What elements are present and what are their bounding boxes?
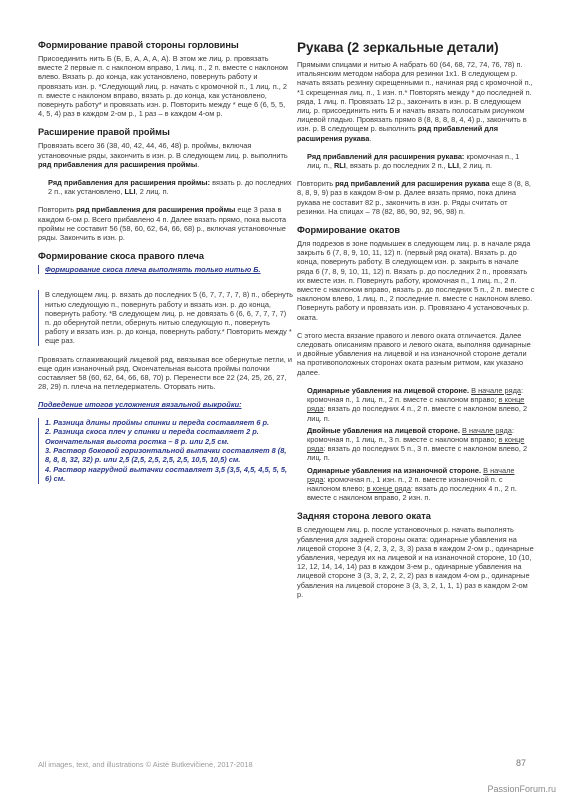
section-title: Формирование скоса правого плеча: [38, 251, 204, 262]
copyright-text: All images, text, and illustrations © Aistė Butkevičienė, 2017-2018: [38, 760, 253, 769]
note-box: [38, 265, 293, 274]
summary-item: 4. Раствор нагрудной вытачки составляет 3,5 (3,5, 4,5, 4,5, 5, 5, 6) см.: [45, 464, 288, 484]
page-footer: [38, 760, 534, 769]
paragraph: Для подрезов в зоне подмышек в следующем лиц. р. в начале ряда закрыть 6 (7, 8, 9, 10, 11, 12) п. (первый ряд оката). Вязать р. до конца, повернуть работу. В следующем изн. р. закрыть в начале ряда 6 (7, 8, 9, 10, 11, 12) п. Вязать р. до последних 2 п., провязать их вместе изн. п. Повернуть работу, кромочная п., 1 лиц. п., 2 п. вместе с наклоном вправо, вязать р. до последних 5 п., 2 п. вместе с наклоном влево, 1 лиц. п., 2 последние п. вместе с наклоном влево. Повернуть работу и провязать изн. р. Провязано 4 установочных р. оката.: [297, 239, 535, 322]
note-text: Формирование скоса плеча выполнять только нитью Б.: [45, 265, 261, 275]
section-title: Задняя сторона левого оката: [297, 511, 431, 522]
summary-item: 1. Разница длины проймы спинки и переда составляет 6 р.: [45, 417, 270, 427]
summary-item: 2. Разница скоса плеч у спинки и переда составляет 2 р. Окончательная высота ростка – 8 р. или 2,5 см.: [45, 427, 259, 446]
decrease-single-ws: Одинарные убавления на изнаночной стороне. В начале ряда: кромочная п., 1 изн. п., 2 п. вместе изнаночной п. с наклоном влево; в конце ряда: вязать до последних 4 п., 2 п. вместе с наклоном вправо, 2 изн. п.: [307, 465, 517, 503]
paragraph: Повторить ряд прибавления для расширения проймы еще 3 раза в каждом 6-ом р. Всего прибавлено 4 п. Далее вязать прямо, пока высота проймы не составит 56 (58, 60, 62, 64, 66, 68) р., включая установочные ряды. Закончить в изн. р.: [38, 205, 287, 243]
paragraph: Провязать сглаживающий лицевой ряд, ввязывая все обернутые петли, и еще один изнаночный ряд. Окончательная высота проймы полочки составляет 58 (60, 62, 64, 66, 68, 70) р. Перенести все 22 (24, 25, 26, 27, 28, 29) п. плеча на петледержатель. Оторвать нить.: [38, 354, 292, 392]
summary-item: 3. Раствор боковой горизонтальной вытачки составляет 8 (8, 8, 8, 8, 32, 32) р. или 2,5 (2,5, 2,5, 2,5, 2,5, 10,5, 10,5) см.: [45, 445, 287, 465]
paragraph: Присоединить нить Б (Б, Б, А, А, А, А). В этом же лиц. р. провязать вместе 2 первые п. с наклоном вправо, 1 лиц. п., 2 п. вместе с наклоном влево. Вязать р. до конца, как установлено, повернуть работу и провязать изн. р. *Следующий лиц. р. начать с кромочной п., 1 лиц. п., 2 п. вместе с наклоном вправо, вязать р. до конца, как установлено, повернуть работу* и провязать изн. р. Повторить между * еще 6 (6, 5, 5, 4, 5, 4) раз в каждом 2-ом р., 1 раз – в каждом 4-ом р.: [38, 54, 289, 119]
paragraph: С этого места вязание правого и левого оката отличается. Далее следовать описаниям правого и левого оката, выполняя одинарные и двойные убавления на лицевой и на изнаночной стороне детали на противоположных сторонах оката разным ритмом, как указано далее.: [297, 330, 531, 377]
summary-title: Подведение итогов усложнения вязальной выкройки:: [38, 400, 242, 410]
paragraph: Провязать всего 36 (38, 40, 42, 44, 46, 48) р. проймы, включая установочные ряды, закончить в изн. р. В следующем лиц. р. выполнить ряд прибавления для расширения проймы.: [38, 141, 288, 169]
decrease-double-rs: Двойные убавления на лицевой стороне. В начале ряда: кромочная п., 1 лиц. п., 3 п. вместе с наклоном вправо; в конце ряда: вязать до последних 5 п., 3 п. вместе с наклоном влево, 2 лиц. п.: [307, 425, 528, 463]
paragraph: В следующем лиц. р. после установочных р. начать выполнять убавления для задней стороны оката: одинарные убавления на лицевой стороне 3 (4, 2, 3, 2, 3, 3) раза в каждом 2-ом р., одинарные убавления, чередуя их на лицевой и на изнаночной стороне, 10 (10, 12, 12, 14, 14, 14) раз в каждом 3-ем р., одинарные убавления на лицевой стороне 3 (3, 3, 2, 2, 2, 2) раз в каждом 4-ом р., одинарные убавления на лицевой стороне 3 (3, 3, 2, 1, 1, 1) раз в каждом 2-ом р.: [297, 525, 534, 599]
instruction-row: Ряд прибавлений для расширения рукава: кромочная п., 1 лиц. п., RLI, вязать р. до последних 2 п., LLI, 2 лиц. п.: [307, 151, 520, 171]
paragraph: Повторить ряд прибавлений для расширения рукава еще 8 (8, 8, 8, 8, 9, 9) раз в каждом 8-ом р. Далее вязать прямо, пока длина рукава не составит 82 р., закончить в изн. р. Ряды считать от резинки. На спицах – 78 (82, 86, 90, 92, 96, 98) п.: [297, 179, 531, 216]
decrease-single-rs: Одинарные убавления на лицевой стороне. В начале ряда: кромочная п., 1 лиц. п., 2 п. вместе с наклоном вправо; в конце ряда: вязать до последних 4 п., 2 п. вместе с наклоном влево, 2 лиц. п.: [307, 385, 528, 423]
left-column: [38, 40, 293, 484]
instruction-row: Ряд прибавления для расширения проймы: вязать р. до последних 2 п., как установлено, LLI, 2 лиц. п.: [48, 178, 292, 197]
instruction-box: [38, 290, 293, 345]
paragraph: Прямыми спицами и нитью А набрать 60 (64, 68, 72, 74, 76, 78) п. итальянским методом набора для резинки 1х1. В следующем р. начать вязать резинку скрещенными п., начиная ряд с кромочной п., *1 скрещенная лиц. п., 1 изн. п.* Повторять между * до последней п. ряда, 1 лиц. п. Провязать 12 р., закончить в изн. р. В следующем лиц. р. присоединить нить Б и начать вязать полосатым рисунком лицевой гладью. Провязать прямо 8 (8, 8, 8, 8, 4, 4) р., закончить в изн. р. В следующем р. выполнить ряд прибавлений для расширения рукава.: [297, 60, 533, 143]
paragraph: В следующем лиц. р. вязать до последних 5 (6, 7, 7, 7, 7, 8) п., обернуть нитью следующую п., повернуть работу и вязать изн. р. до конца, повернуть работу. *В следующем лиц. р. не довязать 6 (6, 6, 7, 7, 7, 7) п. до обернутой петли, обернуть нитью следующую п., повернуть работу и вязать изн. р. до конца, повернуть работу.* Повторить между * еще раз.: [45, 290, 294, 346]
right-column: [297, 40, 535, 608]
watermark: PassionForum.ru: [487, 784, 556, 794]
page-number: 87: [515, 758, 526, 768]
summary-list: [38, 418, 293, 484]
page-title: Рукава (2 зеркальные детали): [297, 40, 499, 55]
section-title: Формирование правой стороны горловины: [38, 40, 239, 50]
section-title: Формирование окатов: [297, 225, 401, 236]
section-title: Расширение правой проймы: [38, 127, 170, 138]
